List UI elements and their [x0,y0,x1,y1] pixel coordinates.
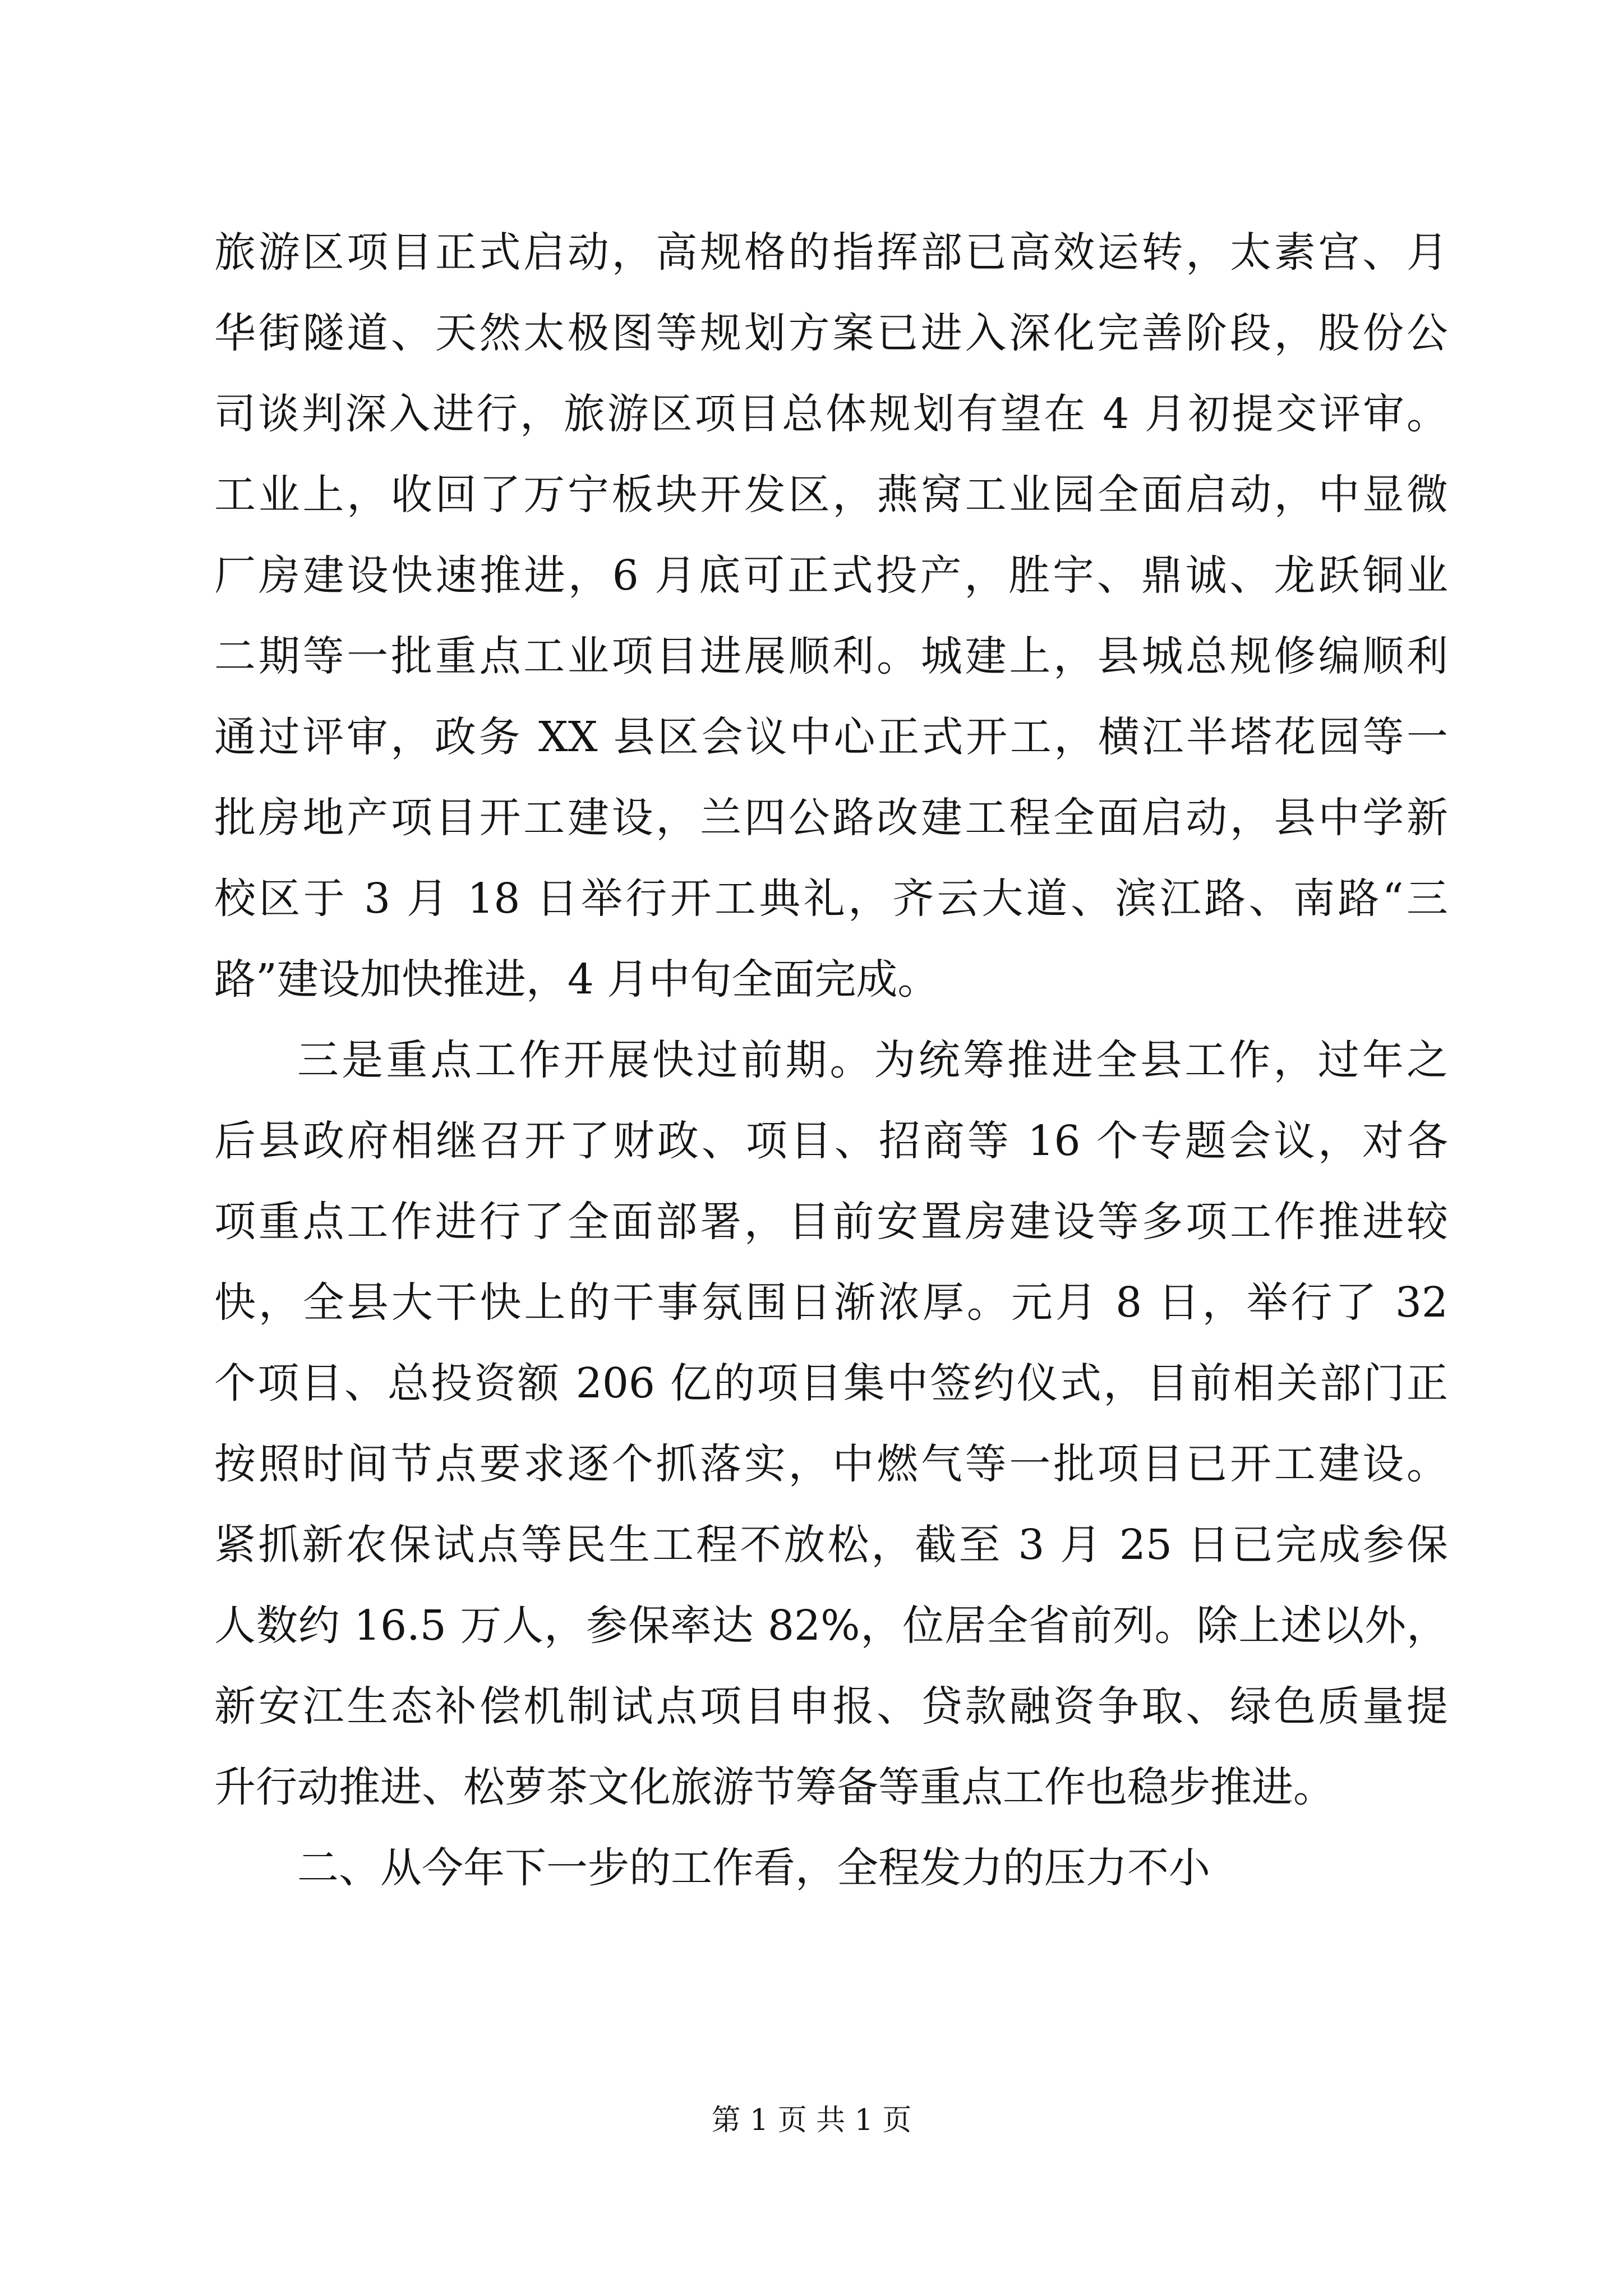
paragraph-start-line: 三是重点工作开展快过前期。为统筹推进全县工作，过年之 [297,1036,1448,1084]
body-text [214,212,1448,1908]
text-line: 个项目、总投资额 206 亿的项目集中签约仪式，目前相关部门正 [214,1359,1448,1407]
text-line: 路”建设加快推进，4 月中旬全面完成。 [214,955,939,1004]
text-line: 快，全县大干快上的干事氛围日渐浓厚。元月 8 日，举行了 32 [214,1278,1448,1327]
text-line: 二期等一批重点工业项目进展顺利。城建上，县城总规修编顺利 [214,632,1448,680]
text-line: 厂房建设快速推进，6 月底可正式投产，胜宇、鼎诚、龙跃铜业 [214,551,1448,600]
text-line: 项重点工作进行了全面部署，目前安置房建设等多项工作推进较 [214,1198,1448,1246]
page-number-footer: 第 1 页 共 1 页 [711,2104,912,2137]
text-line: 校区于 3 月 18 日举行开工典礼，齐云大道、滨江路、南路“三 [214,875,1448,923]
text-line: 旅游区项目正式启动，高规格的指挥部已高效运转，太素宫、月 [214,228,1448,277]
text-line: 华街隧道、天然太极图等规划方案已进入深化完善阶段，股份公 [214,309,1448,357]
text-line: 后县政府相继召开了财政、项目、招商等 16 个专题会议，对各 [214,1117,1448,1165]
text-line: 司谈判深入进行，旅游区项目总体规划有望在 4 月初提交评审。 [214,390,1448,438]
text-line: 紧抓新农保试点等民生工程不放松，截至 3 月 25 日已完成参保 [214,1521,1448,1569]
text-line: 升行动推进、松萝茶文化旅游节筹备等重点工作也稳步推进。 [214,1763,1335,1811]
text-line: 通过评审，政务 XX 县区会议中心正式开工，横江半塔花园等一 [214,713,1448,761]
section-heading: 二、从今年下一步的工作看，全程发力的压力不小 [297,1844,1210,1892]
text-line: 批房地产项目开工建设，兰四公路改建工程全面启动，县中学新 [214,794,1448,842]
text-line: 新安江生态补偿机制试点项目申报、贷款融资争取、绿色质量提 [214,1682,1448,1731]
text-line: 按照时间节点要求逐个抓落实，中燃气等一批项目已开工建设。 [214,1440,1448,1488]
text-line: 人数约 16.5 万人，参保率达 82%，位居全省前列。除上述以外， [214,1602,1448,1650]
text-line: 工业上，收回了万宁板块开发区，燕窝工业园全面启动，中显微 [214,471,1448,519]
